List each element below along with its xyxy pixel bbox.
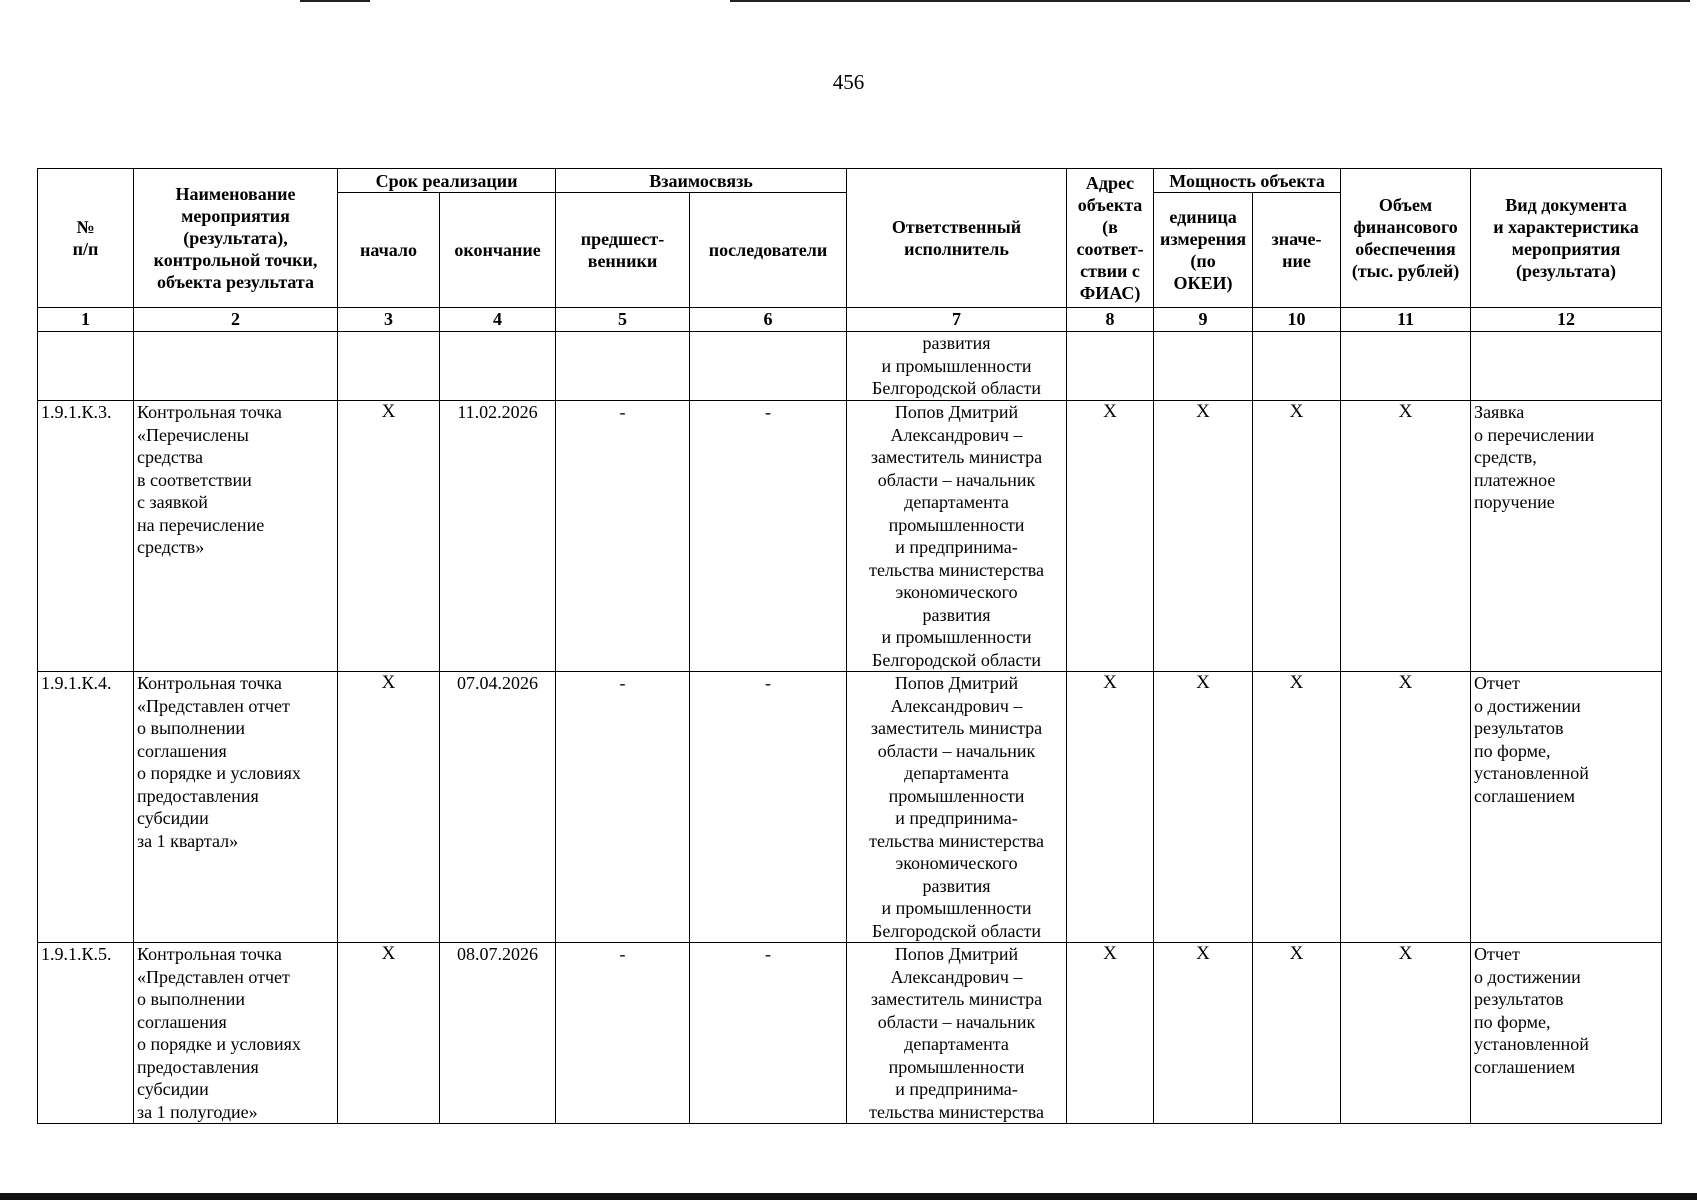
column-number: 6: [690, 308, 847, 332]
column-number: 8: [1067, 308, 1154, 332]
table-row: [38, 401, 1662, 672]
header-relation-group: Взаимосвязь: [556, 169, 847, 193]
scan-bottom-border: [0, 1193, 1697, 1200]
column-number-row: [38, 308, 1662, 332]
cell-name: Контрольная точка «Представлен отчет о выполнении соглашения о порядке и условиях предоставления субсидии за 1 квартал»: [134, 672, 338, 943]
header-document: Вид документа и характеристика мероприятия (результата): [1471, 169, 1662, 308]
header-name: Наименование мероприятия (результата), контрольной точки, объекта результата: [134, 169, 338, 308]
cell-executor: развития и промышленности Белгородской области: [847, 332, 1067, 401]
cell-number: 1.9.1.К.3.: [38, 401, 134, 672]
implementation-plan-table: [37, 168, 1662, 1124]
cell-name: Контрольная точка «Перечислены средства в соответствии с заявкой на перечисление средств»: [134, 401, 338, 672]
column-number: 7: [847, 308, 1067, 332]
cell-number: 1.9.1.К.5.: [38, 943, 134, 1124]
cell-executor: Попов Дмитрий Александрович – заместитель министра области – начальник департамента промышленности и предпринима- тельства министерства экономического развития и промышленности Белгородской области: [847, 672, 1067, 943]
cell-document: Отчет о достижении результатов по форме, установленной соглашением: [1471, 672, 1662, 943]
cell-address: X: [1067, 401, 1154, 672]
cell-address: X: [1067, 943, 1154, 1124]
header-capacity-group: Мощность объекта: [1154, 169, 1341, 193]
scan-edge-mark-right: [730, 0, 1690, 2]
cell-value: X: [1253, 943, 1341, 1124]
page-number: 456: [832, 70, 865, 94]
cell-unit: X: [1154, 943, 1253, 1124]
column-number: 5: [556, 308, 690, 332]
cell-finance: X: [1341, 401, 1471, 672]
cell-document: Заявка о перечислении средств, платежное поручение: [1471, 401, 1662, 672]
cell-finance: X: [1341, 943, 1471, 1124]
header-address: Адрес объекта (в соответ- ствии с ФИАС): [1067, 169, 1154, 308]
cell-start: X: [338, 401, 440, 672]
header-number: № п/п: [38, 169, 134, 308]
cell-successors: -: [690, 943, 847, 1124]
cell-document: Отчет о достижении результатов по форме, установленной соглашением: [1471, 943, 1662, 1124]
header-row-top: [38, 169, 1662, 193]
column-number: 10: [1253, 308, 1341, 332]
header-unit: единица измерения (по ОКЕИ): [1154, 193, 1253, 308]
cell-start: X: [338, 943, 440, 1124]
column-number: 11: [1341, 308, 1471, 332]
header-predecessors: предшест- венники: [556, 193, 690, 308]
table-row: [38, 672, 1662, 943]
header-end: окончание: [440, 193, 556, 308]
cell-finance: X: [1341, 672, 1471, 943]
header-successors: последователи: [690, 193, 847, 308]
column-number: 3: [338, 308, 440, 332]
table-row: [38, 943, 1662, 1124]
cell-number: 1.9.1.К.4.: [38, 672, 134, 943]
cell-predecessors: -: [556, 672, 690, 943]
column-number: 9: [1154, 308, 1253, 332]
cell-executor: Попов Дмитрий Александрович – заместитель министра области – начальник департамента промышленности и предпринима- тельства министерства экономического развития и промышленности Белгородской области: [847, 401, 1067, 672]
cell-address: X: [1067, 672, 1154, 943]
cell-successors: -: [690, 401, 847, 672]
column-number: 12: [1471, 308, 1662, 332]
column-number: 1: [38, 308, 134, 332]
cell-name: Контрольная точка «Представлен отчет о выполнении соглашения о порядке и условиях предоставления субсидии за 1 полугодие»: [134, 943, 338, 1124]
header-period-group: Срок реализации: [338, 169, 556, 193]
column-number: 4: [440, 308, 556, 332]
header-finance: Объем финансового обеспечения (тыс. рублей): [1341, 169, 1471, 308]
cell-value: X: [1253, 401, 1341, 672]
header-value: значе- ние: [1253, 193, 1341, 308]
cell-unit: X: [1154, 401, 1253, 672]
cell-end: 08.07.2026: [440, 943, 556, 1124]
cell-executor: Попов Дмитрий Александрович – заместитель министра области – начальник департамента промышленности и предпринима- тельства министерства: [847, 943, 1067, 1124]
cell-unit: X: [1154, 672, 1253, 943]
header-executor: Ответственный исполнитель: [847, 169, 1067, 308]
cell-successors: -: [690, 672, 847, 943]
cell-start: X: [338, 672, 440, 943]
cell-predecessors: -: [556, 943, 690, 1124]
cell-predecessors: -: [556, 401, 690, 672]
header-start: начало: [338, 193, 440, 308]
column-number: 2: [134, 308, 338, 332]
cell-value: X: [1253, 672, 1341, 943]
cell-end: 11.02.2026: [440, 401, 556, 672]
scan-edge-mark-left: [300, 0, 370, 2]
cell-end: 07.04.2026: [440, 672, 556, 943]
table-row-continuation: [38, 332, 1662, 401]
